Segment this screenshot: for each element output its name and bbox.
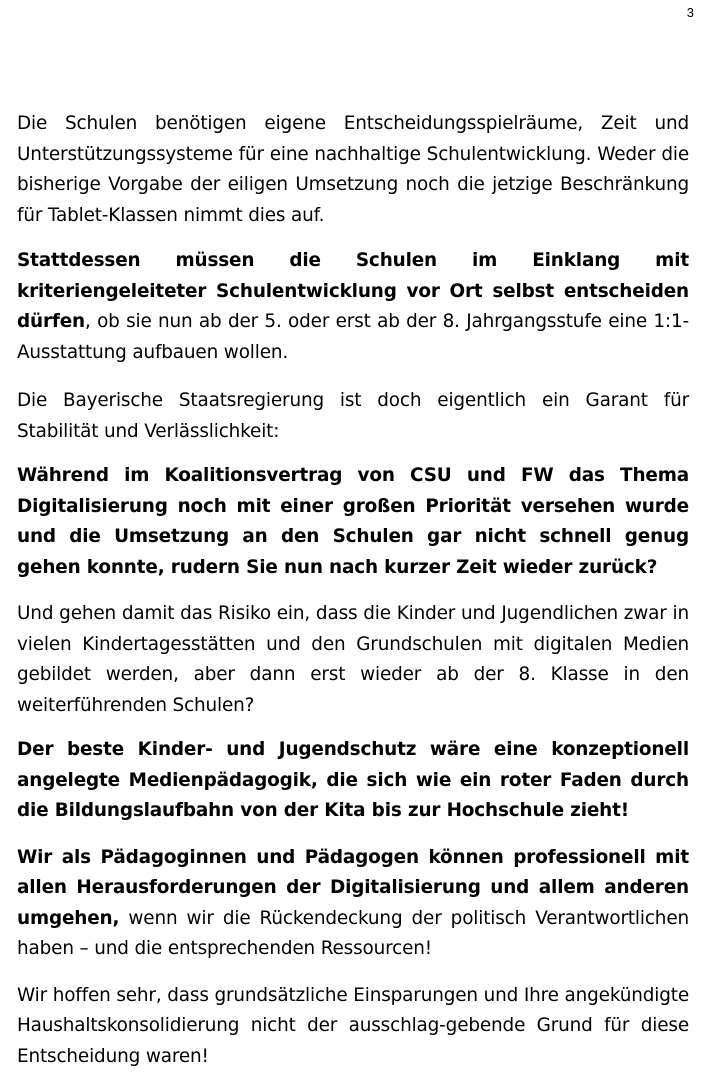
paragraph-6 bbox=[17, 735, 689, 827]
paragraph-7-text: wenn wir die Rückendeckung der politisch Verantwortlichen haben – und die entsprechenden Ressourcen! bbox=[17, 907, 689, 959]
page-number: 3 bbox=[686, 5, 694, 20]
paragraph-4 bbox=[17, 461, 689, 583]
paragraph-1 bbox=[17, 109, 689, 231]
paragraph-8 bbox=[17, 981, 689, 1073]
paragraph-3-text: Die Bayerische Staatsregierung ist doch eigentlich ein Garant für Stabilität und Verlässlichkeit: bbox=[17, 390, 689, 442]
paragraph-1-text: Die Schulen benötigen eigene Entscheidungsspielräume, Zeit und Unterstützungssysteme für eine nachhaltige Schulentwicklung. Weder die bisherige Vorgabe der eiligen Umsetzung noch die jetzige Beschränkung für Tablet-Klassen nimmt dies auf. bbox=[17, 113, 689, 226]
paragraph-5-text: Und gehen damit das Risiko ein, dass die Kinder und Jugendlichen zwar in vielen Kindertagesstätten und den Grundschulen mit digitalen Medien gebildet werden, aber dann erst wieder ab der 8. Klasse in den weiterführenden Schulen? bbox=[17, 603, 689, 716]
document-body bbox=[17, 109, 689, 1089]
paragraph-8-text: Wir hoffen sehr, dass grundsätzliche Einsparungen und Ihre angekündigte Haushaltskonsolidierung nicht der ausschlag-gebende Grund für diese Entscheidung waren! bbox=[17, 984, 689, 1067]
paragraph-4-bold-text: Während im Koalitionsvertrag von CSU und FW das Thema Digitalisierung noch mit einer großen Priorität versehen wurde und die Umsetzung an den Schulen gar nicht schnell genug gehen konnte, rudern Sie nun nach kurzer Zeit wieder zurück? bbox=[17, 465, 689, 578]
paragraph-2 bbox=[17, 246, 689, 368]
paragraph-7 bbox=[17, 843, 689, 965]
paragraph-3 bbox=[17, 386, 689, 447]
paragraph-7-bold-text: Wir als Pädagoginnen und Pädagogen können professionell mit allen Herausforderungen der Digitalisierung und allem anderen umgehen, bbox=[17, 846, 689, 929]
paragraph-2-text: , ob sie nun ab der 5. oder erst ab der 8. Jahrgangsstufe eine 1:1-Ausstattung aufbauen wollen. bbox=[17, 311, 689, 363]
paragraph-5 bbox=[17, 599, 689, 721]
paragraph-2-bold-text: Stattdessen müssen die Schulen im Einklang mit kriteriengeleiteter Schulentwicklung vor Ort selbst entscheiden dürfen bbox=[17, 250, 689, 332]
paragraph-6-bold-text: Der beste Kinder- und Jugendschutz wäre eine konzeptionell angelegte Medienpädagogik, die sich wie ein roter Faden durch die Bildungslaufbahn von der Kita bis zur Hochschule zieht! bbox=[17, 739, 689, 821]
